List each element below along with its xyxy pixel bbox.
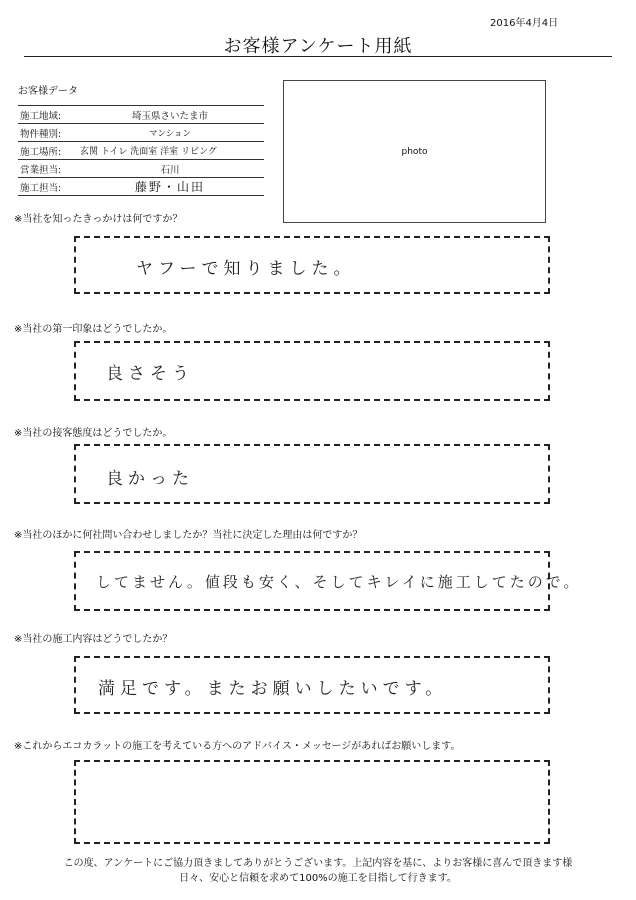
customer-data-table	[18, 105, 264, 196]
answer-box-4	[74, 551, 582, 611]
customer-key: 営業担当:	[20, 164, 62, 176]
answer-3: 良かった	[106, 469, 194, 489]
footer-line-1: この度、アンケートにご協力頂きましてありがとうございます。上記内容を基に、よりお客様に喜んで頂きます様	[63, 858, 573, 869]
customer-row-sales-rep	[18, 160, 264, 178]
customer-key: 施工場所:	[20, 146, 62, 158]
question-5: ※当社の施工内容はどうでしたか？	[14, 634, 173, 645]
customer-value: 藤野・山田	[134, 180, 205, 194]
customer-row-location	[18, 142, 264, 160]
page-title: お客様アンケート用紙	[223, 36, 413, 57]
photo-placeholder	[283, 80, 546, 223]
answer-box-3	[74, 444, 550, 504]
answer-2: 良さそう	[106, 364, 194, 384]
photo-label: photo	[401, 146, 428, 157]
title-divider	[24, 56, 612, 57]
answer-1: ヤフーで知りました。	[136, 259, 356, 279]
question-2: ※当社の第一印象はどうでしたか。	[14, 324, 173, 335]
customer-row-installer	[18, 178, 264, 196]
customer-key: 物件種別:	[20, 128, 62, 140]
answer-box-5	[74, 656, 550, 714]
footer-line-2: 日々、安心と信頼を求めて100%の施工を目指して行きます。	[179, 873, 457, 884]
survey-date: 2016年4月4日	[490, 18, 559, 29]
question-4: ※当社のほかに何社問い合わせしましたか？当社に決定した理由は何ですか？	[14, 530, 363, 541]
question-6: ※これからエコカラットの施工を考えている方へのアドバイス・メッセージがあればお願いします。	[14, 741, 461, 752]
answer-box-6	[74, 760, 550, 844]
customer-key: 施工地域:	[20, 110, 62, 122]
customer-value: 玄関 トイレ 洗面室 洋室 リビング	[80, 147, 217, 157]
footer-message	[0, 856, 636, 886]
question-3: ※当社の接客態度はどうでしたか。	[14, 428, 173, 439]
question-1: ※当社を知ったきっかけは何ですか？	[14, 214, 183, 225]
customer-row-property-type	[18, 124, 264, 142]
customer-value: マンション	[148, 128, 192, 139]
customer-data-label: お客様データ	[18, 86, 78, 97]
answer-box-1	[74, 236, 550, 294]
customer-key: 施工担当:	[20, 182, 62, 194]
customer-value: 埼玉県さいたま市	[131, 110, 208, 122]
answer-4: してません。値段も安く、そしてキレイに施工してたので。	[96, 573, 582, 591]
answer-box-2	[74, 341, 550, 401]
customer-value: 石川	[160, 164, 180, 176]
answer-5: 満足です。またお願いしたいです。	[98, 679, 448, 699]
customer-row-area	[18, 106, 264, 124]
